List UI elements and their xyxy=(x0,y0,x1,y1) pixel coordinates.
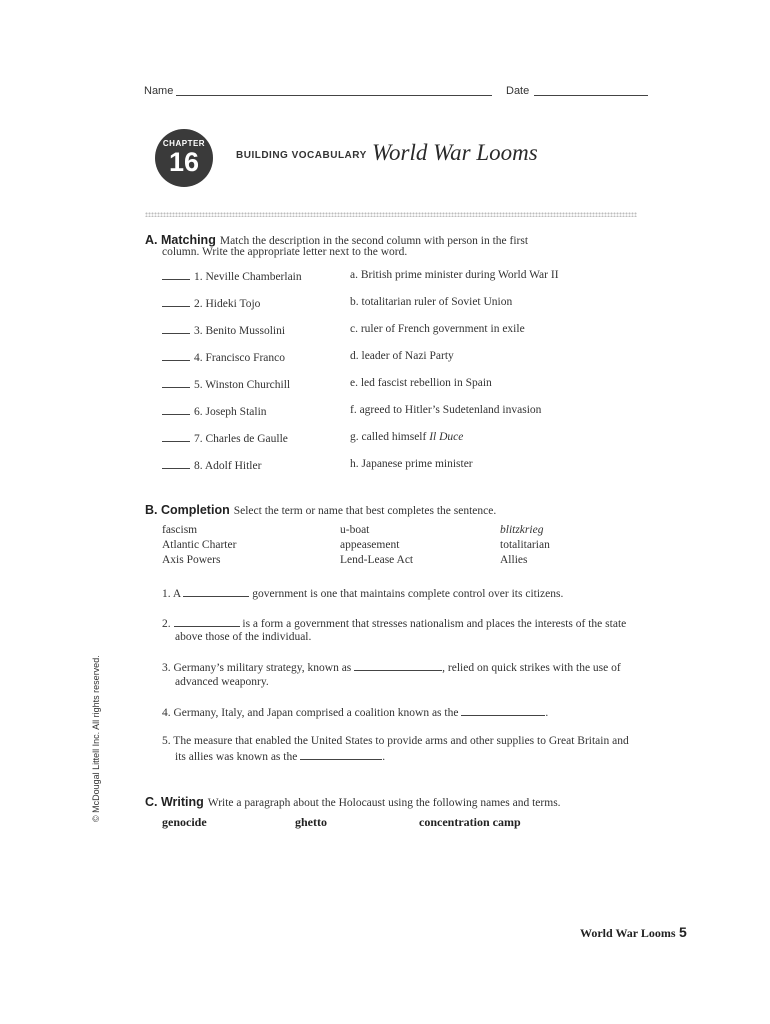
question-5-continued xyxy=(175,749,385,763)
section-c-instruction-text: Write a paragraph about the Holocaust using the following names and terms. xyxy=(207,797,561,809)
matching-person: 2. Hideki Tojo xyxy=(194,298,261,310)
chapter-number: 16 xyxy=(168,147,200,177)
section-a-instruction-line-1: Match the description in the second column with person in the first xyxy=(219,235,529,247)
word-bank-term: blitzkrieg xyxy=(500,524,544,536)
question-4-start: 4. Germany, Italy, and Japan comprised a coalition known as the xyxy=(162,707,459,719)
section-a-instruction-line-2: column. Write the appropriate letter next to the word. xyxy=(162,246,408,258)
word-bank-term: fascism xyxy=(162,524,198,536)
question-5-blank[interactable] xyxy=(300,749,382,760)
question-3-start: 3. Germany’s military strategy, known as xyxy=(162,662,352,674)
matching-item xyxy=(162,323,285,337)
section-label: BUILDING VOCABULARY xyxy=(236,150,367,161)
writing-term-concentration-camp: concentration camp xyxy=(419,815,521,829)
answer-blank[interactable] xyxy=(162,377,190,388)
matching-description: c. ruler of French government in exile xyxy=(350,323,525,335)
question-2-continued: above those of the individual. xyxy=(175,631,312,643)
matching-item xyxy=(162,269,302,283)
dotted-divider xyxy=(145,212,637,217)
matching-description: h. Japanese prime minister xyxy=(350,458,473,470)
chapter-label: CHAPTER xyxy=(162,139,206,148)
answer-blank[interactable] xyxy=(162,350,190,361)
matching-person: 3. Benito Mussolini xyxy=(194,325,286,337)
matching-person: 4. Francisco Franco xyxy=(194,352,286,364)
answer-blank[interactable] xyxy=(162,296,190,307)
question-5-middle: its allies was known as the xyxy=(175,751,298,763)
matching-item xyxy=(162,350,285,364)
question-3-blank[interactable] xyxy=(354,660,442,671)
question-4-blank[interactable] xyxy=(461,705,545,716)
matching-description: d. leader of Nazi Party xyxy=(350,350,454,362)
question-3-end: , relied on quick strikes with the use of xyxy=(442,662,621,674)
question-3 xyxy=(162,660,621,674)
question-3-continued: advanced weaponry. xyxy=(175,676,269,688)
date-label: Date xyxy=(506,85,530,97)
word-bank-term: Atlantic Charter xyxy=(162,539,237,551)
section-c-instruction xyxy=(145,793,561,811)
question-5-end: . xyxy=(382,751,386,763)
name-field[interactable] xyxy=(176,95,492,96)
question-2-start: 2. xyxy=(162,618,171,630)
writing-term-ghetto: ghetto xyxy=(295,815,327,829)
word-bank-term: appeasement xyxy=(340,539,400,551)
section-c-heading: C. Writing xyxy=(145,795,204,809)
description-italic: Il Duce xyxy=(429,431,464,443)
word-bank-term: totalitarian xyxy=(500,539,550,551)
section-b-heading: B. Completion xyxy=(145,503,230,517)
matching-item xyxy=(162,377,290,391)
word-bank-term: Axis Powers xyxy=(162,554,221,566)
page-number: 5 xyxy=(679,924,687,940)
answer-blank[interactable] xyxy=(162,323,190,334)
description-text: g. called himself xyxy=(350,431,430,443)
matching-person: 7. Charles de Gaulle xyxy=(194,433,288,445)
matching-item xyxy=(162,404,267,418)
question-2-end: is a form a government that stresses nationalism and places the interests of the state xyxy=(242,618,627,630)
question-2 xyxy=(162,616,626,630)
question-5: 5. The measure that enabled the United States to provide arms and other supplies to Great Britain and xyxy=(162,735,629,747)
question-1-end: government is one that maintains complete control over its citizens. xyxy=(252,588,564,600)
matching-description: a. British prime minister during World War II xyxy=(350,269,559,281)
question-4 xyxy=(162,705,548,719)
answer-blank[interactable] xyxy=(162,404,190,415)
footer-title: World War Looms xyxy=(580,926,676,940)
question-2-blank[interactable] xyxy=(174,616,240,627)
chapter-badge xyxy=(155,129,213,187)
copyright-notice: © McDougal Littell Inc. All rights reserved. xyxy=(91,655,101,822)
matching-item xyxy=(162,296,260,310)
word-bank-term: u-boat xyxy=(340,524,370,536)
section-b-instruction xyxy=(145,501,496,519)
matching-item xyxy=(162,431,288,445)
section-b-instruction-text: Select the term or name that best completes the sentence. xyxy=(233,505,497,517)
matching-item xyxy=(162,458,261,472)
answer-blank[interactable] xyxy=(162,458,190,469)
answer-blank[interactable] xyxy=(162,269,190,280)
name-label: Name xyxy=(144,85,174,97)
writing-term-genocide: genocide xyxy=(162,815,207,829)
question-1-blank[interactable] xyxy=(183,586,249,597)
section-a-heading: A. Matching xyxy=(145,233,216,247)
matching-person: 5. Winston Churchill xyxy=(194,379,291,391)
matching-description: b. totalitarian ruler of Soviet Union xyxy=(350,296,513,308)
matching-description: e. led fascist rebellion in Spain xyxy=(350,377,492,389)
answer-blank[interactable] xyxy=(162,431,190,442)
matching-description xyxy=(350,431,463,443)
matching-person: 6. Joseph Stalin xyxy=(194,406,267,418)
word-bank-term: Allies xyxy=(500,554,528,566)
matching-description: f. agreed to Hitler’s Sudetenland invasion xyxy=(350,404,542,416)
question-1 xyxy=(162,586,563,600)
word-bank-term: Lend-Lease Act xyxy=(340,554,414,566)
date-field[interactable] xyxy=(534,95,648,96)
question-4-end: . xyxy=(545,707,549,719)
page-title: World War Looms xyxy=(372,140,538,165)
matching-person: 8. Adolf Hitler xyxy=(194,460,262,472)
matching-person: 1. Neville Chamberlain xyxy=(194,271,302,283)
question-1-start: 1. A xyxy=(162,588,181,600)
